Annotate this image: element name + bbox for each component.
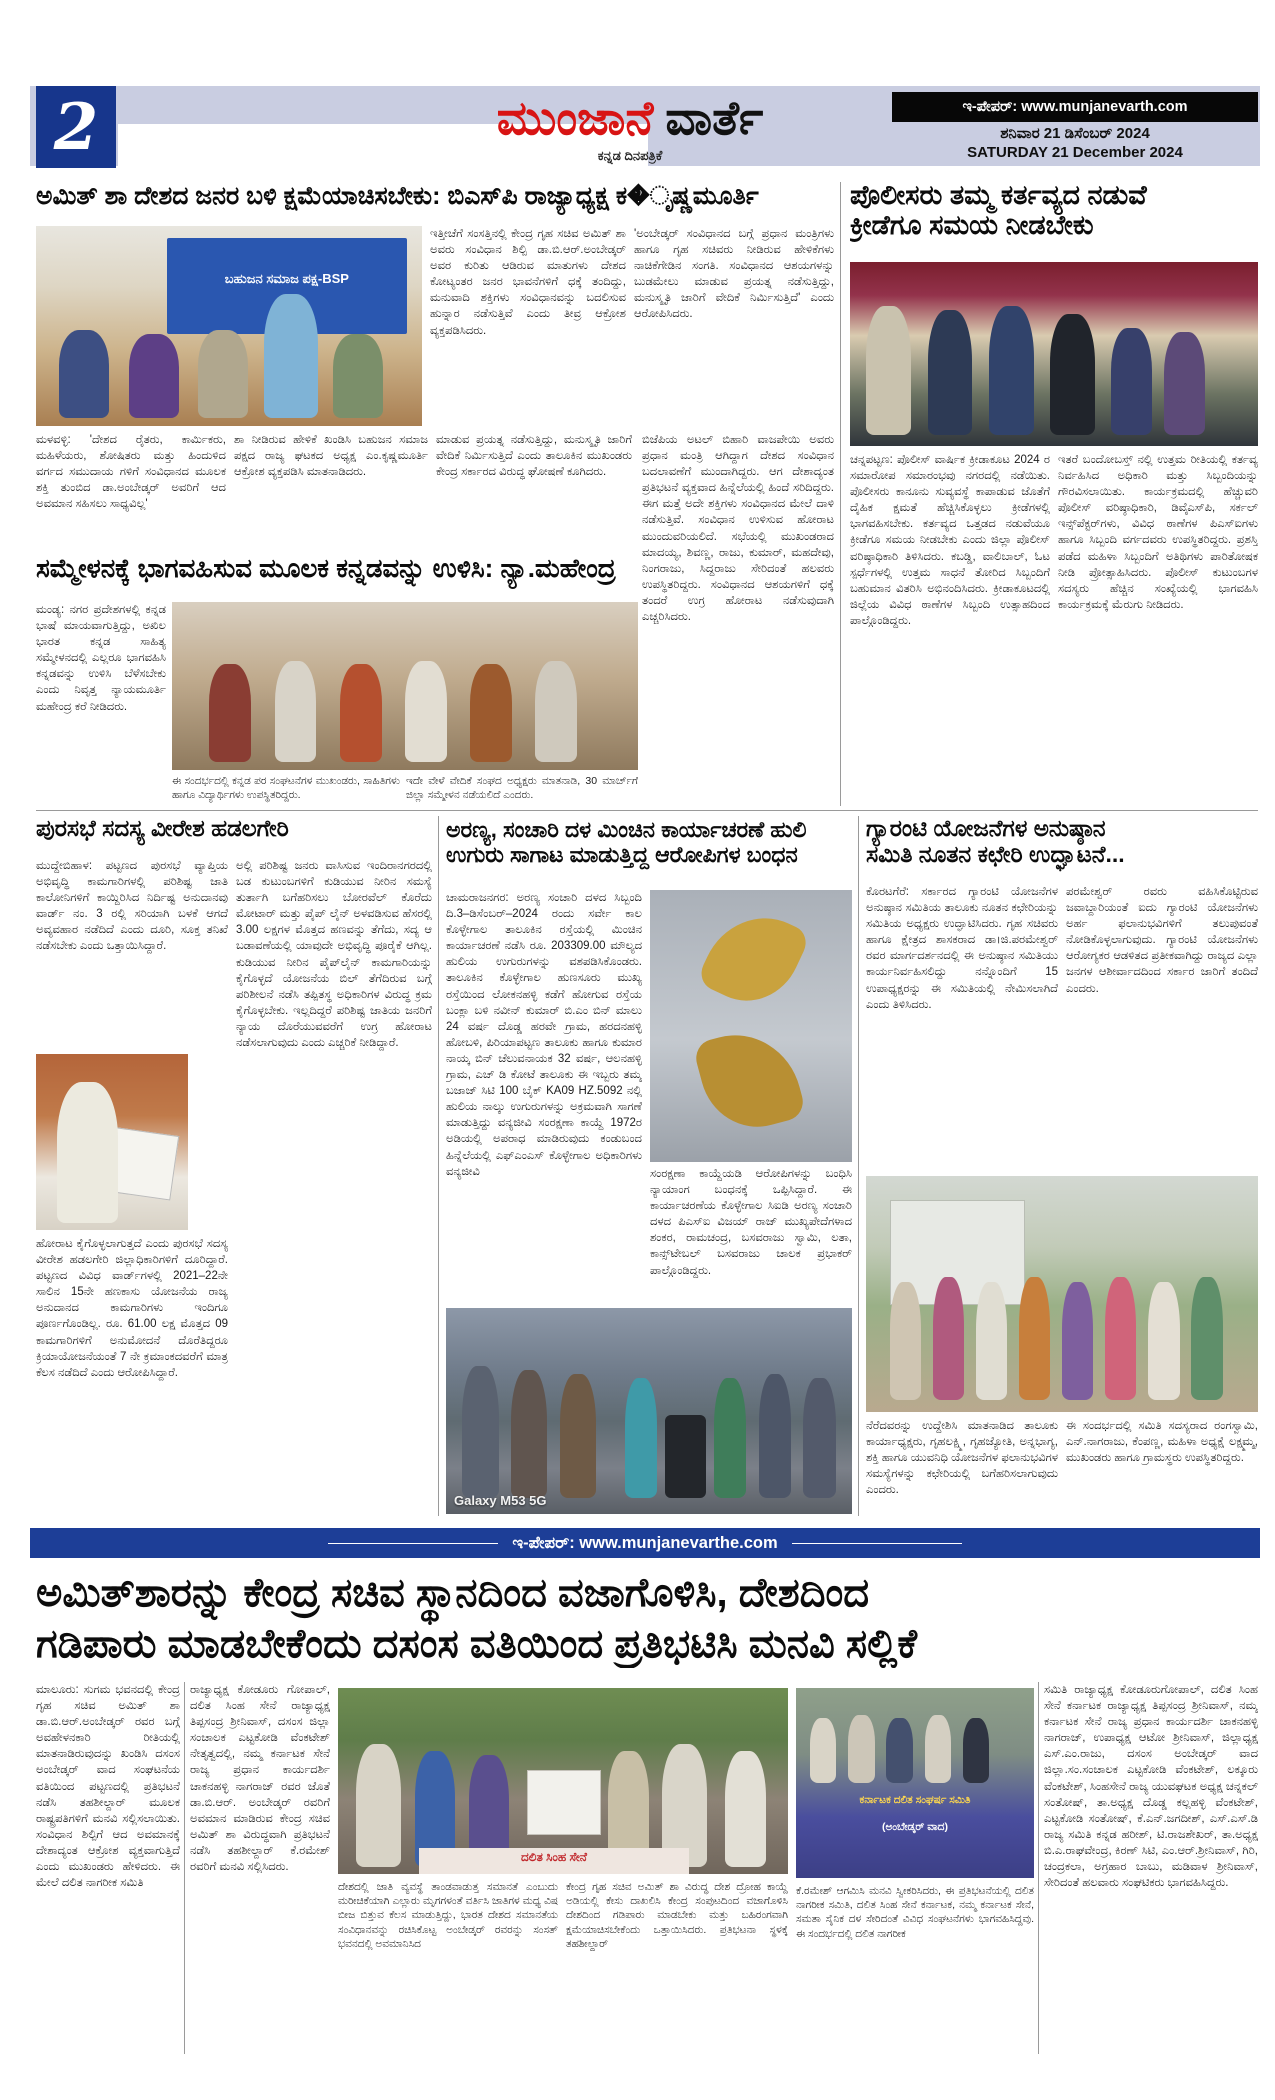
person-figure <box>57 1082 118 1223</box>
masthead-tagline: ಕನ್ನಡ ದಿನಪತ್ರಿಕೆ <box>597 148 663 163</box>
divider-vertical <box>858 816 859 1516</box>
tiger-claws-photo <box>650 890 852 1162</box>
police-headline-line2: ಕ್ರೀಡೆಗೂ ಸಮಯ ನೀಡಬೇಕು <box>850 210 1094 241</box>
protest-banner-strip <box>419 1848 689 1874</box>
person-figure <box>1148 1282 1179 1400</box>
ambed-banner-text2: (ಅಂಬೇಡ್ಕರ್ ವಾದ) <box>881 1821 948 1833</box>
purasabhe-member-photo <box>36 1054 188 1230</box>
person-figure <box>333 334 383 418</box>
person-figure <box>1062 1282 1093 1400</box>
purasabhe-headline: ಪುರಸಭೆ ಸದಸ್ಯ ವೀರೇಶ ಹಡಲಗೇರಿ <box>36 816 289 841</box>
banner-rule-right <box>792 1543 962 1544</box>
dasamsa-headline <box>36 1568 1260 1668</box>
page-number: 2 <box>36 86 116 168</box>
office-opening-photo <box>866 1176 1258 1412</box>
person-figure <box>356 1744 401 1867</box>
epaper-banner <box>30 1528 1260 1558</box>
aranya-column-a: ಚಾಮರಾಜನಗರ: ಅರಣ್ಯ ಸಂಚಾರಿ ದಳದ ಸಿಬ್ಬಂದಿ ದಿ.3–ಡಿಸೆಂಬರ್–2024 ರಂದು ಸರ್ವೇ ಕಾಲ ಕೊಳ್ಳೇಗಾಲ ತಾಲೂಕಿನ ರಸ್ತೆಯಲ್ಲಿ ಮಿಂಚಿನ ಕಾರ್ಯಾಚರಣೆ ನಡೆಸಿ ರೂ. 203309.00 ಮೌಲ್ಯದ ಹುಲಿಯ ಉಗುರುಗಳನ್ನು ವಶಪಡಿಸಿಕೊಂಡರು. ತಾಲೂಕಿನ ಕೊಳ್ಳೇಗಾಲ ಹುಣಸೂರು ಮುಖ್ಯ ರಸ್ತೆಯಿಂದ ಲೋಕನಹಳ್ಳಿ ಕಡೆಗೆ ಹೋಗುವ ರಸ್ತೆಯ ಬಂಕ್ಲಾ ಬಳಿ ನವೀನ್ ಕುಮಾರ್ ಬಿ.ಎಂ ಬಿನ್ ಮಾಲು 24 ವರ್ಷ ದೊಡ್ಡ ಹರವೇ ಗ್ರಾಮ, ಹರದನಹಳ್ಳಿ ಹೋಬಳಿ, ಪಿರಿಯಾಪಟ್ಟಣ ತಾಲೂಕು ಹಾಗೂ ಕುಮಾರ ನಾಯ್ಕ ಬಿನ್ ಚೆಲುವನಾಯಕ 32 ವರ್ಷ, ಆಲನಹಳ್ಳಿ ಗ್ರಾಮ, ಎಚ್ ಡಿ ಕೋಟೆ ತಾಲೂಕು ಈ ಇಬ್ಬರು ತಮ್ಮ ಬಜಾಜ್ ಸಿಟಿ 100 ಬೈಕ್ KA09 HZ.5092 ನಲ್ಲಿ ಹುಲಿಯ ನಾಲ್ಕು ಉಗುರುಗಳನ್ನು ಅಕ್ರಮವಾಗಿ ಸಾಗಣೆ ಮಾಡುತ್ತಿದ್ದು ವನ್ಯಜೀವಿ ಸಂರಕ್ಷಣಾ ಕಾಯ್ದೆ 1972ರ ಅಡಿಯಲ್ಲಿ ಅಪರಾಧ ಮಾಡಿರುವುದು ಕಂಡುಬಂದ ಹಿನ್ನೆಲೆಯಲ್ಲಿ ಎಫ್‌ಎಂಎಸ್ ಕೊಳ್ಳೇಗಾಲ ಅಧಿಕಾರಿಗಳು ವನ್ಯಜೀವಿ <box>446 892 642 1178</box>
tiger-claw-shape <box>695 898 811 1018</box>
police-column-b: ಇತರೆ ಬಂದೋಬಸ್ತ್ ನಲ್ಲಿ ಉತ್ತಮ ರೀತಿಯಲ್ಲಿ ಕರ್ತವ್ಯ ನಿರ್ವಹಿಸಿದ ಅಧಿಕಾರಿ ಮತ್ತು ಸಿಬ್ಬಂದಿಯನ್ನು ಗೌರವಿಸಲಾಯಿತು. ಕಾರ್ಯಕ್ರಮದಲ್ಲಿ ಹೆಚ್ಚುವರಿ ಪೊಲೀಸ್ ವರಿಷ್ಠಾಧಿಕಾರಿ, ಡಿವೈಎಸ್‌ಪಿ, ಸರ್ಕಲ್ ಇನ್ಸ್‌ಪೆಕ್ಟರ್‌ಗಳು, ವಿವಿಧ ಠಾಣೆಗಳ ಪಿಎಸ್‌ಐಗಳು ಹಾಗೂ ಸಿಬ್ಬಂದಿ ವರ್ಗದವರು ಉಪಸ್ಥಿತರಿದ್ದರು. ಪ್ರಶಸ್ತಿ ಪಡೆದ ಮಹಿಳಾ ಸಿಬ್ಬಂದಿಗೆ ಅತಿಥಿಗಳು ಪಾರಿತೋಷಕ ನೀಡಿ ಪ್ರೋತ್ಸಾಹಿಸಿದರು. ಪೊಲೀಸ್ ಕುಟುಂಬಗಳ ಸದಸ್ಯರು ಹೆಚ್ಚಿನ ಸಂಖ್ಯೆಯಲ್ಲಿ ಭಾಗವಹಿಸಿ ಕಾರ್ಯಕ್ರಮಕ್ಕೆ ಮೆರುಗು ನೀಡಿದರು. <box>1058 454 1258 611</box>
person-figure <box>886 1718 912 1783</box>
divider-vertical <box>438 816 439 1516</box>
person-figure <box>470 664 512 761</box>
banner-rule-left <box>328 1543 498 1544</box>
divider-vertical <box>184 1682 185 2054</box>
purasabhe-column-a2: ಹೋರಾಟ ಕೈಗೊಳ್ಳಲಾಗುತ್ತದೆ ಎಂದು ಪುರಸಭೆ ಸದಸ್ಯ ವೀರೇಶ ಹಡಲಗೇರಿ ಜಿಲ್ಲಾಧಿಕಾರಿಗಳಿಗೆ ದೂರಿದ್ದಾರೆ. ಪಟ್ಟಣದ ವಿವಿಧ ವಾರ್ಡ್‌ಗಳಲ್ಲಿ 2021–22ನೇ ಸಾಲಿನ 15ನೇ ಹಣಕಾಸು ಯೋಜನೆಯ ರಾಜ್ಯ ಅನುದಾನದ ಕಾಮಗಾರಿಗಳು ಇಂದಿಗೂ ಪೂರ್ಣಗೊಂಡಿಲ್ಲ. ರೂ. 61.00 ಲಕ್ಷ ಮೊತ್ತದ 09 ಕಾಮಗಾರಿಗಳಿಗೆ ಅನುಮೋದನೆ ದೊರೆತಿದ್ದರೂ ಕ್ರಿಯಾಯೋಜನೆಯಂತೆ 7 ನೇ ಕ್ರಮಾಂಕದವರೆಗೆ ಮಾತ್ರ ಕೆಲಸ ನಡೆದಿದೆ ಎಂದು ಆರೋಪಿಸಿದ್ದಾರೆ. <box>36 1238 228 1379</box>
person-figure <box>511 1370 548 1498</box>
person-figure <box>1164 332 1205 435</box>
bsp-column-a: ಇತ್ತೀಚೆಗೆ ಸಂಸತ್ತಿನಲ್ಲಿ ಕೇಂದ್ರ ಗೃಹ ಸಚಿವ ಅಮಿತ್ ಶಾ ಅವರು ಸಂವಿಧಾನ ಶಿಲ್ಪಿ ಡಾ.ಬಿ.ಆರ್.ಅಂಬೇಡ್ಕರ್ ಅವರ ಕುರಿತು ಆಡಿರುವ ಮಾತುಗಳು ದೇಶದ ಕೋಟ್ಯಂತರ ಜನರ ಭಾವನೆಗಳಿಗೆ ಧಕ್ಕೆ ತಂದಿದ್ದು, ಮನುವಾದಿ ಶಕ್ತಿಗಳು ಸಂವಿಧಾನವನ್ನು ಬದಲಿಸುವ ಹುನ್ನಾರ ನಡೆಸುತ್ತಿವೆ ಎಂದು ತೀವ್ರ ಆಕ್ರೋಶ ವ್ಯಕ್ತಪಡಿಸಿದರು. <box>430 228 626 337</box>
dasamsa-sub-3: ಕೆ.ರಮೇಶ್ ಆಗಮಿಸಿ ಮನವಿ ಸ್ವೀಕರಿಸಿದರು, ಈ ಪ್ರತಿಭಟನೆಯಲ್ಲಿ ದಲಿತ ನಾಗರೀಕ ಸಮಿತಿ, ದಲಿತ ಸಿಂಹ ಸೇನೆ ಕರ್ನಾಟಕ, ನಮ್ಮ ಕರ್ನಾಟಕ ಸೇನೆ, ಸಮತಾ ಸೈನಿಕ ದಳ ಸೇರಿದಂತೆ ವಿವಿಧ ಸಂಘಟನೆಗಳು ಭಾಗವಹಿಸಿದ್ದವು. ಈ ಸಂದರ್ಭದಲ್ಲಿ ದಲಿತ ನಾಗರೀಕ <box>796 1885 1034 1940</box>
person-figure <box>209 664 251 761</box>
person-figure <box>810 1718 836 1783</box>
memorandum-paper <box>527 1770 601 1835</box>
person-figure <box>725 1751 766 1866</box>
person-figure <box>340 664 382 761</box>
person-figure <box>890 1282 921 1400</box>
person-figure <box>1019 1277 1050 1400</box>
dasamsa-column-1: ಮಾಲೂರು: ಸುಗಮ ಭವನದಲ್ಲಿ ಕೇಂದ್ರ ಗೃಹ ಸಚಿವ ಅಮಿತ್ ಶಾ ಡಾ.ಬಿ.ಆರ್.ಅಂಬೇಡ್ಕರ್ ರವರ ಬಗ್ಗೆ ಅವಹೇಳನಕಾರಿ ರೀತಿಯಲ್ಲಿ ಮಾತನಾಡಿರುವುದನ್ನು ಖಂಡಿಸಿ ದಸಂಸ ಅಂಬೇಡ್ಕರ್ ವಾದ ಸಂಘಟನೆಯ ವತಿಯಿಂದ ಪಟ್ಟಣದಲ್ಲಿ ಪ್ರತಿಭಟನೆ ನಡೆಸಿ ತಹಶೀಲ್ದಾರ್ ಮೂಲಕ ರಾಷ್ಟ್ರಪತಿಗಳಿಗೆ ಮನವಿ ಸಲ್ಲಿಸಲಾಯಿತು. ಸಂವಿಧಾನ ಶಿಲ್ಪಿಗೆ ಆದ ಅವಮಾನಕ್ಕೆ ದೇಶಾದ್ಯಂತ ಆಕ್ರೋಶ ವ್ಯಕ್ತವಾಗುತ್ತಿದೆ ಎಂದು ಮುಖಂಡರು ಹೇಳಿದರು. ಈ ಮೇಲೆ ದಲಿತ ನಾಗರೀಕ ಸಮಿತಿ <box>36 1684 180 1890</box>
person-figure <box>405 661 447 762</box>
person-figure <box>1191 1277 1222 1400</box>
protest-memorandum-photo <box>338 1688 788 1874</box>
person-figure <box>1105 1277 1136 1400</box>
person-figure <box>275 661 317 762</box>
bsp-column-b: 'ಅಂಬೇಡ್ಕರ್ ಸಂವಿಧಾನದ ಬಗ್ಗೆ ಪ್ರಧಾನ ಮಂತ್ರಿಗಳು ಹಾಗೂ ಗೃಹ ಸಚಿವರು ನೀಡಿರುವ ಹೇಳಿಕೆಗಳು ನಾಚಿಕೆಗೇಡಿನ ಸಂಗತಿ. ಸಂವಿಧಾನದ ಆಶಯಗಳನ್ನು ಬುಡಮೇಲು ಮಾಡುವ ಪ್ರಯತ್ನ ನಡೆಸುತ್ತಿದ್ದು, ಮನುಸ್ಮೃತಿ ಜಾರಿಗೆ ವೇದಿಕೆ ನಿರ್ಮಿಸುತ್ತಿದೆ' ಎಂದು ಆರೋಪಿಸಿದರು. <box>634 228 834 321</box>
person-figure <box>989 306 1034 435</box>
guarantee-headline <box>866 816 1258 880</box>
person-figure <box>963 1718 989 1783</box>
dasamsa-sub-1: ದೇಶದಲ್ಲಿ ಜಾತಿ ವ್ಯವಸ್ಥೆ ತಾಂಡವಾಡುತ್ತ ಸಮಾನತೆ ಎಂಬುದು ಮರೀಚಿಕೆಯಾಗಿ ಎಲ್ಲಾರು ಮೃಗಗಳಂತೆ ವರ್ತಿಸಿ ಜಾತಿಗಳ ಮಧ್ಯ ವಿಷ ಬೀಜ ಬಿತ್ತುವ ಕೆಲಸ ಮಾಡುತ್ತಿದ್ದು, ಭಾರತ ದೇಶದ ಸಮಾನತೆಯ ಸಂವಿಧಾನವನ್ನು ರಚಿಸಿಕೊಟ್ಟ ಅಂಬೇಡ್ಕರ್ ರವರನ್ನು ಸಂಸತ್ ಭವನದಲ್ಲಿ ಅವಮಾನಿಸಿದ <box>338 1881 558 1950</box>
epaper-banner-text: ಇ-ಪೇಪರ್: www.munjanevarthe.com <box>512 1533 778 1552</box>
sammelana-sub-b: ಇದೇ ವೇಳೆ ವೇದಿಕೆ ಸಂಘದ ಅಧ್ಯಕ್ಷರು ಮಾತನಾಡಿ, 30 ಮಾರ್ಚ್‌ಗೆ ಜಿಲ್ಲಾ ಸಮ್ಮೇಳನ ನಡೆಯಲಿದೆ ಎಂದರು. <box>406 775 638 802</box>
sammelana-column-left: ಮಂಡ್ಯ: ನಗರ ಪ್ರದೇಶಗಳಲ್ಲಿ ಕನ್ನಡ ಭಾಷೆ ಮಾಯವಾಗುತ್ತಿದ್ದು, ಅಖಿಲ ಭಾರತ ಕನ್ನಡ ಸಾಹಿತ್ಯ ಸಮ್ಮೇಳನದಲ್ಲಿ ಎಲ್ಲರೂ ಭಾಗವಹಿಸಿ ಕನ್ನಡವನ್ನು ಉಳಿಸಿ ಬೆಳೆಸಬೇಕು ಎಂದು ನಿವೃತ್ತ ನ್ಯಾಯಮೂರ್ತಿ ಮಹೇಂದ್ರ ಕರೆ ನೀಡಿದರು. <box>36 604 166 713</box>
person-figure <box>925 1715 951 1783</box>
camera-watermark: Galaxy M53 5G <box>454 1493 547 1508</box>
person-figure <box>759 1374 791 1498</box>
aranya-headline-line2: ಉಗುರು ಸಾಗಾಟ ಮಾಡುತ್ತಿದ್ದ ಆರೋಪಿಗಳ ಬಂಧನ <box>446 841 798 867</box>
bsp-event-photo <box>36 226 422 426</box>
person-figure <box>59 330 109 418</box>
ambed-banner-text1: ಕರ್ನಾಟಕ ದಲಿತ ಸಂಘರ್ಷ ಸಮಿತಿ <box>859 1794 971 1807</box>
ambed-banner-photo <box>796 1688 1034 1878</box>
guarantee-column-a: ಕೊರಟಗೆರೆ: ಸರ್ಕಾರದ ಗ್ಯಾರಂಟಿ ಯೋಜನೆಗಳ ಅನುಷ್ಠಾನ ಸಮಿತಿಯ ತಾಲೂಕು ನೂತನ ಕಛೇರಿಯನ್ನು ಸಮಿತಿಯ ಅಧ್ಯಕ್ಷರು ಉದ್ಘಾಟಿಸಿದರು. ಗೃಹ ಸಚಿವರು ಹಾಗೂ ಕ್ಷೇತ್ರದ ಶಾಸಕರಾದ ಡಾ।ಜಿ.ಪರಮೇಶ್ವರ್ ರವರ ಮಾರ್ಗದರ್ಶನದಲ್ಲಿ ಈ ಅನುಷ್ಠಾನ ಸಮಿತಿಯು ಕಾರ್ಯನಿರ್ವಹಿಸಲಿದ್ದು ನನ್ನೊಂದಿಗೆ 15 ಉಪಾಧ್ಯಕ್ಷರನ್ನು ಈ ಸಮಿತಿಯಲ್ಲಿ ನೇಮಿಸಲಾಗಿದೆ ಎಂದು ತಿಳಿಸಿದರು. <box>866 886 1058 1011</box>
aranya-headline-line1: ಅರಣ್ಯ, ಸಂಚಾರಿ ದಳ ಮಿಂಚಿನ ಕಾರ್ಯಾಚರಣೆ ಹುಲಿ <box>446 818 807 842</box>
person-figure <box>198 330 248 418</box>
person-figure <box>1111 328 1152 435</box>
divider-vertical <box>1038 1682 1039 2054</box>
person-figure <box>928 310 973 435</box>
purasabhe-column-b: ಅಲ್ಲಿ ಪರಿಶಿಷ್ಟ ಜನರು ವಾಸಿಸುವ ಇಂದಿರಾನಗರದಲ್ಲಿ ಬಡ ಕುಟುಂಬಗಳಿಗೆ ಕುಡಿಯುವ ನೀರಿನ ಸಮಸ್ಯೆ ತುರ್ತಾಗಿ ಬಗೆಹರಿಸಲು ಬೋರವೆಲ್ ಕೊರೆದು ಮೋಟಾರ್ ಮತ್ತು ಪೈಪ್ ಲೈನ್ ಅಳವಡಿಸುವ ಹೆಸರಲ್ಲಿ 3.00 ಲಕ್ಷಗಳ ಮೊತ್ತದ ಹಣವನ್ನು ತೆಗೆದು, ಸದ್ಯ ಆ ಬಡಾವಣೆಯಲ್ಲಿ ಯಾವುದೇ ಅಭಿವೃದ್ಧಿ ಪೂರೈಕೆ ಆಗಿಲ್ಲ. ಕುಡಿಯುವ ನೀರಿನ ಪೈಪ್‌ಲೈನ್ ಕಾಮಗಾರಿಯನ್ನು ಕೈಗೊಳ್ಳದೆ ಯೋಜನೆಯ ಬಿಲ್ ತೆಗೆದಿರುವ ಬಗ್ಗೆ ಪರಿಶೀಲನೆ ನಡೆಸಿ ತಪ್ಪಿತಸ್ಥ ಅಧಿಕಾರಿಗಳ ವಿರುದ್ಧ ಕ್ರಮ ಕೈಗೊಳ್ಳಬೇಕು. ಇಲ್ಲದಿದ್ದರೆ ಪರಿಶಿಷ್ಟ ಜಾತಿಯ ಜನರಿಗೆ ನ್ಯಾಯ ದೊರೆಯುವವರೆಗೆ ಉಗ್ರ ಹೋರಾಟ ನಡೆಸಲಾಗುವುದು ಎಂದು ಎಚ್ಚರಿಕೆ ನೀಡಿದ್ದಾರೆ. <box>236 860 432 1050</box>
police-headline <box>850 180 1258 258</box>
police-headline-line1: ಪೊಲೀಸರು ತಮ್ಮ ಕರ್ತವ್ಯದ ನಡುವೆ <box>850 180 1147 210</box>
dasamsa-headline-line2: ಗಡಿಪಾರು ಮಾಡಬೇಕೆಂದು ದಸಂಸ ವತಿಯಿಂದ ಪ್ರತಿಭಟಿಸಿ ಮನವಿ ಸಲ್ಲಿಕೆ <box>36 1622 917 1667</box>
person-figure <box>129 334 179 418</box>
bsp-column-c2: ಶಾ ನೀಡಿರುವ ಹೇಳಿಕೆ ಖಂಡಿಸಿ ಬಹುಜನ ಸಮಾಜ ಪಕ್ಷದ ರಾಜ್ಯ ಘಟಕದ ಅಧ್ಯಕ್ಷ ಎಂ.ಕೃಷ್ಣಮೂರ್ತಿ ಆಕ್ರೋಶ ವ್ಯಕ್ತಪಡಿಸಿ ಮಾತನಾಡಿದರು. <box>234 434 428 479</box>
person-figure <box>625 1378 657 1497</box>
date-kannada: ಶನಿವಾರ 21 ಡಿಸೆಂಬರ್ 2024 <box>1000 125 1150 142</box>
masthead-word-1: ಮುಂಜಾನೆ <box>496 91 654 144</box>
person-figure <box>1050 314 1095 435</box>
masthead-word-2: ವಾರ್ತೆ <box>665 91 764 144</box>
bsp-column-d: ಬಿಜೆಪಿಯ ಅಟಲ್ ಬಿಹಾರಿ ವಾಜಪೇಯಿ ಅವರು ಪ್ರಧಾನ ಮಂತ್ರಿ ಆಗಿದ್ದಾಗ ದೇಶದ ಸಂವಿಧಾನ ಬದಲಾವಣೆಗೆ ಮುಂದಾಗಿದ್ದರು. ಆಗ ದೇಶಾದ್ಯಂತ ಪ್ರತಿಭಟನೆ ವ್ಯಕ್ತವಾದ ಹಿನ್ನೆಲೆಯಲ್ಲಿ ಹಿಂದೆ ಸರಿದಿದ್ದರು. ಈಗ ಮತ್ತೆ ಅದೇ ಶಕ್ತಿಗಳು ಸಂವಿಧಾನದ ಮೇಲೆ ದಾಳಿ ನಡೆಸುತ್ತಿವೆ. ಸಂವಿಧಾನ ಉಳಿಸುವ ಹೋರಾಟ ಮುಂದುವರಿಯಲಿದೆ. ಸಭೆಯಲ್ಲಿ ಮುಖಂಡರಾದ ಮಾದಯ್ಯ, ಶಿವಣ್ಣ, ರಾಜು, ಕುಮಾರ್, ಮಹದೇವು, ನಿಂಗರಾಜು, ಸಿದ್ದರಾಜು ಸೇರಿದಂತೆ ಹಲವರು ಉಪಸ್ಥಿತರಿದ್ದರು. ಸಂವಿಧಾನದ ಆಶಯಗಳಿಗೆ ಧಕ್ಕೆ ತಂದರೆ ಉಗ್ರ ಹೋರಾಟ ನಡೆಸುವುದಾಗಿ ಎಚ್ಚರಿಸಿದರು. <box>642 434 834 624</box>
roadside-seizure-photo <box>446 1308 852 1514</box>
bsp-photo-banner-text: ಬಹುಜನ ಸಮಾಜ ಪಕ್ಷ-BSP <box>224 270 349 286</box>
dasamsa-column-6: ಸಮಿತಿ ರಾಜ್ಯಾಧ್ಯಕ್ಷ ಕೋಡೂರುಗೋಪಾಲ್, ದಲಿತ ಸಿಂಹ ಸೇನೆ ಕರ್ನಾಟಕ ರಾಜ್ಯಾಧ್ಯಕ್ಷ ತಿಪ್ಪಸಂದ್ರ ಶ್ರೀನಿವಾಸ್, ನಮ್ಮ ಕರ್ನಾಟಕ ಸೇನೆ ರಾಜ್ಯ ಪ್ರಧಾನ ಕಾರ್ಯದರ್ಶಿ ಚಾಕನಹಳ್ಳಿ ನಾಗರಾಜ್, ಉಪಾಧ್ಯಕ್ಷ ಆಟೋ ಶ್ರೀನಿವಾಸ್, ಜಿಲ್ಲಾಧ್ಯಕ್ಷ ಎಸ್.ಎಂ.ರಾಜು, ದಸಂಸ ಅಂಬೇಡ್ಕರ್ ವಾದ ಜಿಲ್ಲಾ.ಸಂ.ಸಂಚಾಲಕ ಎಟ್ಟಕೋಡಿ ವೆಂಕಟೇಶ್, ಲಕ್ಕೂರು ವೆಂಕಟೇಶ್, ಸಿಂಹಸೇನೆ ರಾಜ್ಯ ಯುವಘಟಕ ಅಧ್ಯಕ್ಷ ಚನ್ನಕಲ್ ಸಂತೋಷ್, ತಾ.ಅಧ್ಯಕ್ಷ ದೊಡ್ಡ ಕಲ್ಲಹಳ್ಳಿ ವೆಂಕಟೇಶ್, ಎಟ್ಟಕೋಡಿ ಸಂತೋಷ್, ಕೆ.ಎನ್.ಜಗದೀಶ್, ಎಸ್.ಎಸ್.ಡಿ ರಾಜ್ಯ ಸಮಿತಿ ಕನ್ನಡ ಹರೀಶ್, ಟಿ.ರಾಜಶೇಖರ್, ತಾ.ಅಧ್ಯಕ್ಷ ಬಿ.ಎ.ರಾಘವೇಂದ್ರ, ಕಿರಣ್ ಸಿಟಿ, ಎಂ.ಆರ್.ಶ್ರೀನಿವಾಸ್, ಗಿರಿ, ಚಂದ್ರಕಲಾ, ಅಗ್ರಹಾರ ಬಾಬು, ಮಡಿವಾಳ ಶ್ರೀನಿವಾಸ್, ಸೇರಿದಂತೆ ಹಲವಾರು ಸಂಘಟಿಕರು ಭಾಗವಹಿಸಿದ್ದರು. <box>1044 1684 1258 1890</box>
tiger-claw-shape <box>691 1021 806 1140</box>
dasamsa-sub-2: ಕೇಂದ್ರ ಗೃಹ ಸಚಿವ ಅಮಿತ್ ಶಾ ವಿರುದ್ಧ ದೇಶ ದ್ರೋಹ ಕಾಯ್ದೆ ಅಡಿಯಲ್ಲಿ ಕೇಸು ದಾಖಲಿಸಿ ಕೇಂದ್ರ ಸಂಪುಟದಿಂದ ವಜಾಗೊಳಿಸಿ ದೇಶದಿಂದ ಗಡಿಪಾರು ಮಾಡಬೇಕು ಮತ್ತು ಬಹಿರಂಗವಾಗಿ ಕ್ಷಮೆಯಾಚಿಸಬೇಕೆಂದು ಒತ್ತಾಯಿಸಿದರು. ಪ್ರತಿಭಟನಾ ಸ್ಥಳಕ್ಕೆ ತಹಶೀಲ್ದಾರ್ <box>566 1881 788 1950</box>
sammelana-sub-a: ಈ ಸಂದರ್ಭದಲ್ಲಿ ಕನ್ನಡ ಪರ ಸಂಘಟನೆಗಳ ಮುಖಂಡರು, ಸಾಹಿತಿಗಳು ಹಾಗೂ ವಿದ್ಯಾರ್ಥಿಗಳು ಉಪಸ್ಥಿತರಿದ್ದರು. <box>172 775 400 802</box>
guarantee-column-d: ಈ ಸಂದರ್ಭದಲ್ಲಿ ಸಮಿತಿ ಸದಸ್ಯರಾದ ರಂಗಸ್ವಾಮಿ, ಎನ್.ನಾಗರಾಜು, ಕೆಂಪಣ್ಣ, ಮಹಿಳಾ ಅಧ್ಯಕ್ಷೆ ಲಕ್ಷ್ಮಮ್ಮ, ಮುಖಂಡರು ಹಾಗೂ ಗ್ರಾಮಸ್ಥರು ಉಪಸ್ಥಿತರಿದ್ದರು. <box>1066 1420 1258 1465</box>
police-column-a: ಚನ್ನಪಟ್ಟಣ: ಪೊಲೀಸ್ ವಾರ್ಷಿಕ ಕ್ರೀಡಾಕೂಟ 2024 ರ ಸಮಾರೋಪ ಸಮಾರಂಭವು ನಗರದಲ್ಲಿ ನಡೆಯಿತು. ಪೊಲೀಸರು ಕಾನೂನು ಸುವ್ಯವಸ್ಥೆ ಕಾಪಾಡುವ ಜೊತೆಗೆ ದೈಹಿಕ ಕ್ಷಮತೆ ಹೆಚ್ಚಿಸಿಕೊಳ್ಳಲು ಕ್ರೀಡೆಗಳಲ್ಲಿ ಭಾಗವಹಿಸಬೇಕು. ಕರ್ತವ್ಯದ ಒತ್ತಡದ ನಡುವೆಯೂ ಕ್ರೀಡೆಗೂ ಸಮಯ ನೀಡಬೇಕು ಎಂದು ಜಿಲ್ಲಾ ಪೊಲೀಸ್ ವರಿಷ್ಠಾಧಿಕಾರಿ ತಿಳಿಸಿದರು. ಕಬಡ್ಡಿ, ವಾಲಿಬಾಲ್, ಓಟ ಸ್ಪರ್ಧೆಗಳಲ್ಲಿ ಉತ್ತಮ ಸಾಧನೆ ತೋರಿದ ಸಿಬ್ಬಂದಿಗೆ ಬಹುಮಾನ ವಿತರಿಸಿ ಅಭಿನಂದಿಸಿದರು. ಕ್ರೀಡಾಕೂಟದಲ್ಲಿ ಜಿಲ್ಲೆಯ ವಿವಿಧ ಠಾಣೆಗಳ ಸಿಬ್ಬಂದಿ ಉತ್ಸಾಹದಿಂದ ಪಾಲ್ಗೊಂಡಿದ್ದರು. <box>850 454 1050 627</box>
person-figure <box>803 1378 835 1497</box>
aranya-column-b: ಸಂರಕ್ಷಣಾ ಕಾಯ್ದೆಯಡಿ ಆರೋಪಿಗಳನ್ನು ಬಂಧಿಸಿ ನ್ಯಾಯಾಂಗ ಬಂಧನಕ್ಕೆ ಒಪ್ಪಿಸಿದ್ದಾರೆ. ಈ ಕಾರ್ಯಾಚರಣೆಯ ಕೊಳ್ಳೇಗಾಲ ಸಿಐಡಿ ಅರಣ್ಯ ಸಂಚಾರಿ ದಳದ ಪಿಎಸ್‌ಐ ವಿಜಯ್ ರಾಜ್ ಮುಖ್ಯಪೇದೆಗಳಾದ ಶಂಕರ, ರಾಮಚಂದ್ರ, ಬಸವರಾಜು ಸ್ವಾಮಿ, ಲತಾ, ಕಾನ್ಸ್‌ಟೇಬಲ್ ಬಸವರಾಜು ಚಾಲಕ ಪ್ರಭಾಕರ್ ಪಾಲ್ಗೊಂಡಿದ್ದರು. <box>650 1168 852 1277</box>
sammelana-headline: ಸಮ್ಮೇಳನಕ್ಕೆ ಭಾಗವಹಿಸುವ ಮೂಲಕ ಕನ್ನಡವನ್ನು ಉಳಿಸಿ: ನ್ಯಾ.ಮಹೇಂದ್ರ <box>36 554 616 583</box>
guarantee-headline-line1: ಗ್ಯಾರಂಟಿ ಯೋಜನೆಗಳ ಅನುಷ್ಠಾನ <box>866 816 1106 841</box>
dasamsa-headline-line1: ಅಮಿತ್‌ಶಾರನ್ನು ಕೇಂದ್ರ ಸಚಿವ ಸ್ಥಾನದಿಂದ ವಜಾಗೊಳಿಸಿ, ದೇಶದಿಂದ <box>36 1571 870 1615</box>
purasabhe-column-a1: ಮುದ್ದೇಬಿಹಾಳ: ಪಟ್ಟಣದ ಪುರಸಭೆ ವ್ಯಾಪ್ತಿಯ ಅಭಿವೃದ್ಧಿ ಕಾಮಗಾರಿಗಳಲ್ಲಿ ಪರಿಶಿಷ್ಟ ಜಾತಿ ಕಾಲೋನಿಗಳಿಗೆ ಕಾಯ್ದಿರಿಸಿದ ನಿರ್ದಿಷ್ಟ ಅನುದಾನವು ವಾರ್ಡ್ ನಂ. 3 ರಲ್ಲಿ ಸರಿಯಾಗಿ ಬಳಕೆ ಆಗದೆ ಅವ್ಯವಹಾರ ನಡೆದಿದೆ ಎಂದು ದೂರಿ, ಸೂಕ್ತ ತನಿಖೆ ನಡೆಸಬೇಕು ಎಂದು ಒತ್ತಾಯಿಸಿದ್ದಾರೆ. <box>36 860 228 953</box>
sammelana-group-photo <box>172 602 638 770</box>
person-figure <box>264 294 318 418</box>
person-figure <box>976 1282 1007 1400</box>
motorcycle-shape <box>665 1415 706 1497</box>
divider-vertical <box>840 182 841 806</box>
divider-horizontal <box>36 810 1258 811</box>
police-event-photo <box>850 262 1258 446</box>
person-figure <box>462 1366 499 1498</box>
person-figure <box>866 306 911 435</box>
person-figure <box>560 1374 597 1498</box>
person-figure <box>535 661 577 762</box>
guarantee-column-b: ಪರಮೇಶ್ವರ್ ರವರು ವಹಿಸಿಕೊಟ್ಟಿರುವ ಜವಾಬ್ದಾರಿಯಂತೆ ಐದು ಗ್ಯಾರಂಟಿ ಯೋಜನೆಗಳು ಅರ್ಹ ಫಲಾನುಭವಿಗಳಿಗೆ ತಲುಪುವಂತೆ ನೋಡಿಕೊಳ್ಳಲಾಗುವುದು. ಗ್ಯಾರಂಟಿ ಯೋಜನೆಗಳು ಆರೋಗ್ಯಕರ ಆಡಳಿತದ ಪ್ರತೀಕವಾಗಿದ್ದು ರಾಜ್ಯದ ಎಲ್ಲಾ ಜನಗಳ ಆಶೀರ್ವಾದದಿಂದ ಸರ್ಕಾರ ಜಾರಿಗೆ ತಂದಿದೆ ಎಂದರು. <box>1066 886 1258 995</box>
guarantee-column-c: ನೆರೆದವರನ್ನು ಉದ್ದೇಶಿಸಿ ಮಾತನಾಡಿದ ತಾಲೂಕು ಕಾರ್ಯಾಧ್ಯಕ್ಷರು, ಗೃಹಲಕ್ಷ್ಮಿ, ಗೃಹಜ್ಯೋತಿ, ಅನ್ನಭಾಗ್ಯ, ಶಕ್ತಿ ಹಾಗೂ ಯುವನಿಧಿ ಯೋಜನೆಗಳ ಫಲಾನುಭವಿಗಳ ಸಮಸ್ಯೆಗಳನ್ನು ಕಛೇರಿಯಲ್ಲಿ ಬಗೆಹರಿಸಲಾಗುವುದು ಎಂದರು. <box>866 1420 1058 1497</box>
bsp-column-c1: ಮಳವಳ್ಳಿ: 'ದೇಶದ ರೈತರು, ಕಾರ್ಮಿಕರು, ಮಹಿಳೆಯರು, ಶೋಷಿತರು ಮತ್ತು ಹಿಂದುಳಿದ ವರ್ಗದ ಸಮುದಾಯ ಗಳಿಗೆ ಸಂವಿಧಾನದ ಮೂಲಕ ಶಕ್ತಿ ತುಂಬಿದ ಡಾ.ಅಂಬೇಡ್ಕರ್ ಅವರಿಗೆ ಆದ ಅವಮಾನ ಸಹಿಸಲು ಸಾಧ್ಯವಿಲ್ಲ' <box>36 434 226 511</box>
guarantee-headline-line2: ಸಮಿತಿ ನೂತನ ಕಛೇರಿ ಉದ್ಘಾಟನೆ... <box>866 840 1125 867</box>
protest-banner-text: ದಲಿತ ಸಿಂಹ ಸೇನೆ <box>521 1850 587 1865</box>
masthead <box>360 91 900 146</box>
date-english: SATURDAY 21 December 2024 <box>967 144 1183 161</box>
bsp-headline: ಅಮಿತ್ ಶಾ ದೇಶದ ಜನರ ಬಳಿ ಕ್ಷಮೆಯಾಚಿಸಬೇಕು: ಬಿಎಸ್‌ಪಿ ರಾಜ್ಯಾಧ್ಯಕ್ಷ ಕ�ೃಷ್ಣಮೂರ್ತಿ <box>36 182 759 210</box>
epaper-url-box: ಇ-ಪೇಪರ್: www.munjanevarth.com <box>892 92 1258 122</box>
dasamsa-column-2: ರಾಜ್ಯಾಧ್ಯಕ್ಷ ಕೋಡೂರು ಗೋಪಾಲ್, ದಲಿತ ಸಿಂಹ ಸೇನೆ ರಾಜ್ಯಾಧ್ಯಕ್ಷ ತಿಪ್ಪಸಂದ್ರ ಶ್ರೀನಿವಾಸ್, ದಸಂಸ ಜಿಲ್ಲಾ ಸಂಚಾಲಕ ಎಟ್ಟಕೋಡಿ ವೆಂಕಟೇಶ್ ನೇತೃತ್ವದಲ್ಲಿ, ನಮ್ಮ ಕರ್ನಾಟಕ ಸೇನೆ ರಾಜ್ಯ ಪ್ರಧಾನ ಕಾರ್ಯದರ್ಶಿ ಚಾಕನಹಳ್ಳಿ ನಾಗರಾಜ್ ರವರ ಜೊತೆ ಡಾ.ಬಿ.ಆರ್. ಅಂಬೇಡ್ಕರ್ ರವರಿಗೆ ಅವಮಾನ ಮಾಡಿರುವ ಕೇಂದ್ರ ಸಚಿವ ಅಮಿತ್ ಶಾ ವಿರುದ್ಧವಾಗಿ ಪ್ರತಿಭಟನೆ ನಡೆಸಿ ತಹಶೀಲ್ದಾರ್ ಕೆ.ರಮೇಶ್ ರವರಿಗೆ ಮನವಿ ಸಲ್ಲಿಸಿದರು. <box>190 1684 330 1874</box>
person-figure <box>933 1277 964 1400</box>
bsp-column-c3: ಮಾಡುವ ಪ್ರಯತ್ನ ನಡೆಸುತ್ತಿದ್ದು, ಮನುಸ್ಮೃತಿ ಜಾರಿಗೆ ವೇದಿಕೆ ನಿರ್ಮಿಸುತ್ತಿದೆ ಎಂದು ತಾಲೂಕಿನ ಮುಖಂಡರು ಕೇಂದ್ರ ಸರ್ಕಾರದ ವಿರುದ್ಧ ಘೋಷಣೆ ಕೂಗಿದರು. <box>436 434 632 479</box>
person-figure <box>848 1715 874 1783</box>
person-figure <box>714 1378 746 1497</box>
aranya-headline <box>446 818 852 884</box>
